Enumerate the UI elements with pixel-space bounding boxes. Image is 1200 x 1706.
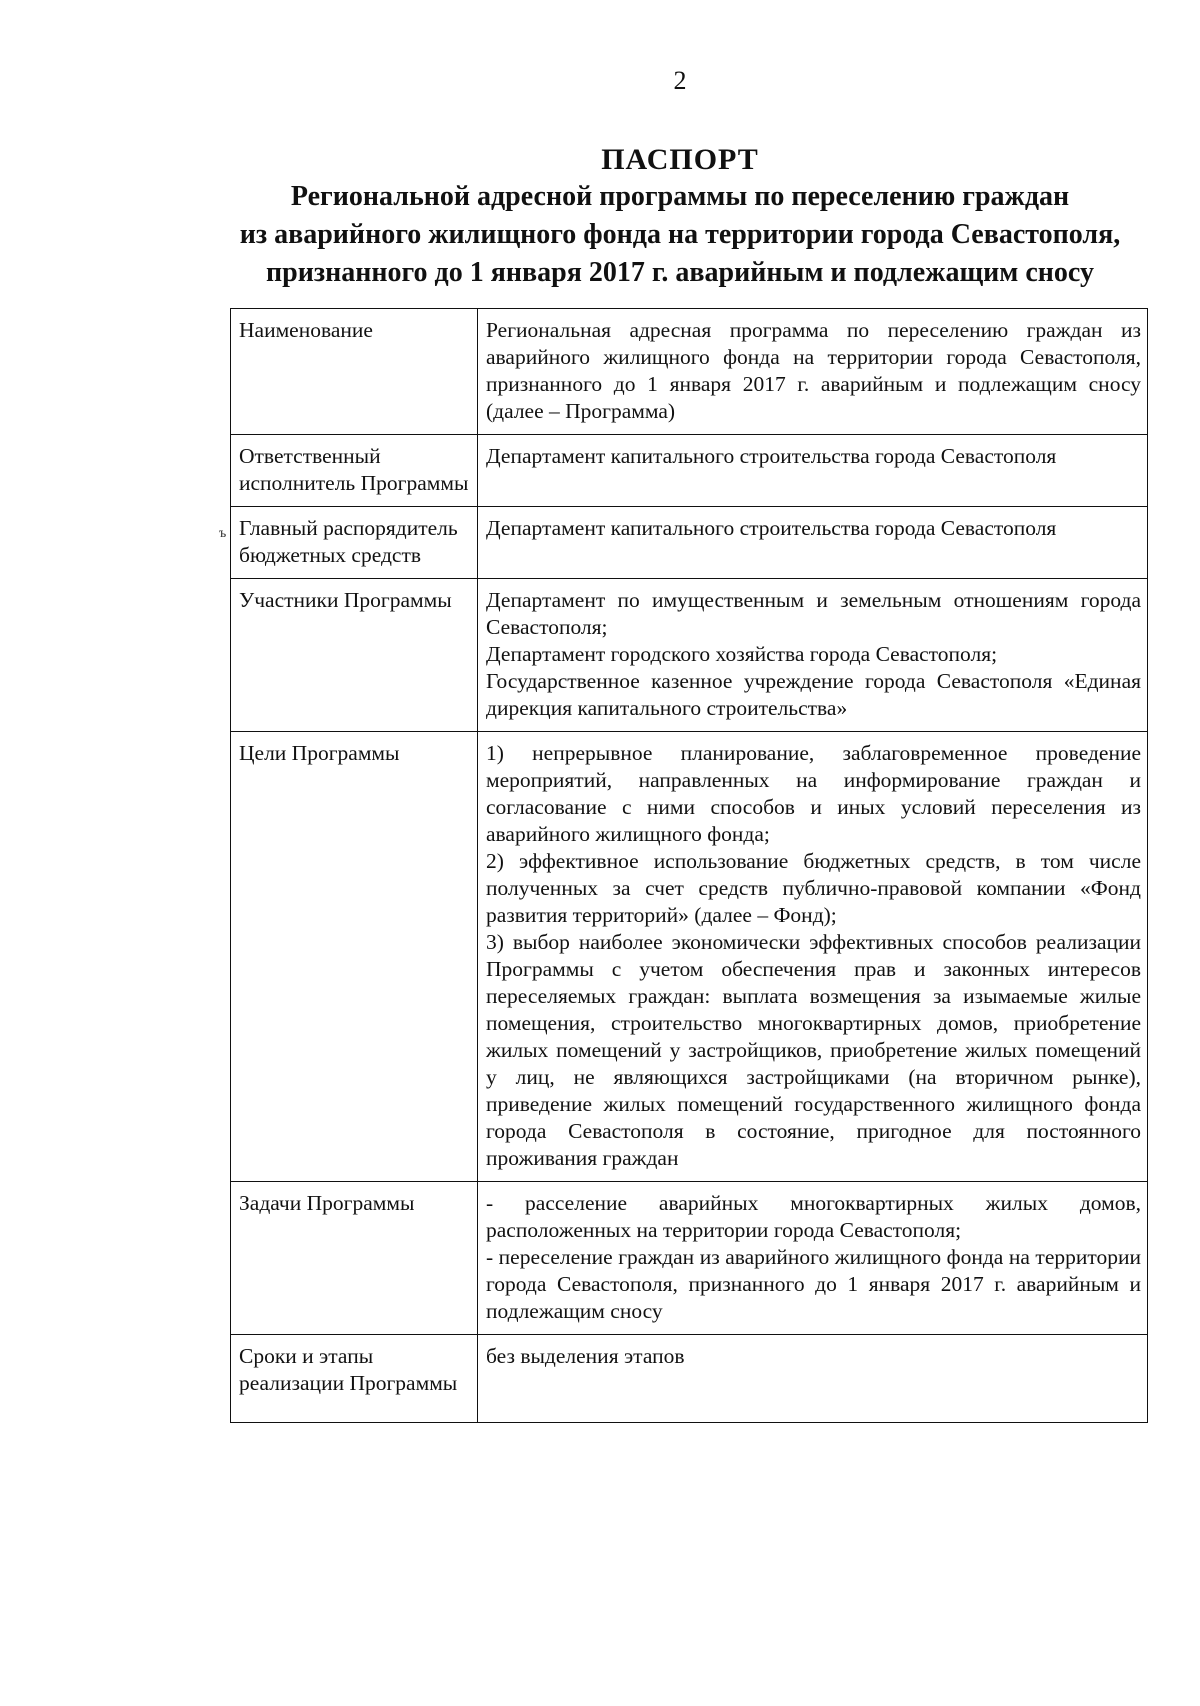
value-paragraph: - переселение граждан из аварийного жилищного фонда на территории города Севастополя, признанного до 1 января 2017 г. аварийным и подлежащим сносу [486, 1245, 1141, 1323]
row-value [478, 309, 1148, 435]
value-paragraph: Департамент по имущественным и земельным отношениям города Севастополя; [486, 588, 1141, 639]
value-paragraph: Департамент городского хозяйства города Севастополя; [486, 642, 998, 666]
row-value [478, 1335, 1148, 1423]
value-paragraph: без выделения этапов [486, 1344, 685, 1368]
value-paragraph: Государственное казенное учреждение города Севастополя «Единая дирекция капитального строительства» [486, 669, 1141, 720]
row-value [478, 507, 1148, 579]
value-paragraph: 2) эффективное использование бюджетных средств, в том числе полученных за счет средств публично-правовой компании «Фонд развития территорий» (далее – Фонд); [486, 849, 1141, 927]
page-number: 2 [673, 66, 687, 95]
table-row-participants [231, 579, 1148, 732]
row-label: Задачи Программы [231, 1182, 478, 1335]
row-value [478, 732, 1148, 1182]
row-label: Главный распорядитель бюджетных средств [231, 507, 478, 579]
row-label: Цели Программы [231, 732, 478, 1182]
value-paragraph: 3) выбор наиболее экономически эффективных способов реализации Программы с учетом обеспечения прав и законных интересов переселяемых граждан: выплата возмещения за изымаемые жилые помещения, строительство многоквартирных домов, приобретение жилых помещений у застройщиков, приобретение жилых помещений у лиц, не являющихся застройщиками (на вторичном рынке), приведение жилых помещений государственного жилищного фонда города Севастополя в состояние, пригодное для постоянного проживания граждан [486, 930, 1141, 1170]
row-value [478, 579, 1148, 732]
value-paragraph: 1) непрерывное планирование, заблаговременное проведение мероприятий, направленных на информирование граждан и согласование с ними способов и иных условий переселения из аварийного жилищного фонда; [486, 741, 1141, 846]
value-paragraph: - расселение аварийных многоквартирных жилых домов, расположенных на территории города Севастополя; [486, 1191, 1141, 1242]
table-row-goals [231, 732, 1148, 1182]
title-subtitle-line-2: из аварийного жилищного фонда на территории города Севастополя, [239, 219, 1121, 250]
document-title [210, 142, 1150, 292]
table-row-responsible [231, 435, 1148, 507]
table-row-budget-manager [231, 507, 1148, 579]
row-value [478, 1182, 1148, 1335]
row-label: Сроки и этапы реализации Программы [231, 1335, 478, 1423]
title-subtitle-line-3: признанного до 1 января 2017 г. аварийным и подлежащим сносу [266, 257, 1094, 288]
table-row-name [231, 309, 1148, 435]
title-main: ПАСПОРТ [601, 143, 759, 176]
row-label: Ответственный исполнитель Программы [231, 435, 478, 507]
row-label: Участники Программы [231, 579, 478, 732]
value-paragraph: Региональная адресная программа по переселению граждан из аварийного жилищного фонда на территории города Севастополя, признанного до 1 января 2017 г. аварийным и подлежащим сносу (далее – Программа) [486, 318, 1141, 423]
value-paragraph: Департамент капитального строительства города Севастополя [486, 516, 1057, 540]
row-value [478, 435, 1148, 507]
table-row-timeline [231, 1335, 1148, 1423]
passport-table [230, 308, 1148, 1423]
table-row-tasks [231, 1182, 1148, 1335]
title-subtitle-line-1: Региональной адресной программы по переселению граждан [290, 181, 1070, 212]
value-paragraph: Департамент капитального строительства города Севастополя [486, 444, 1057, 468]
row-label: Наименование [231, 309, 478, 435]
stray-mark: ъ [219, 526, 227, 541]
